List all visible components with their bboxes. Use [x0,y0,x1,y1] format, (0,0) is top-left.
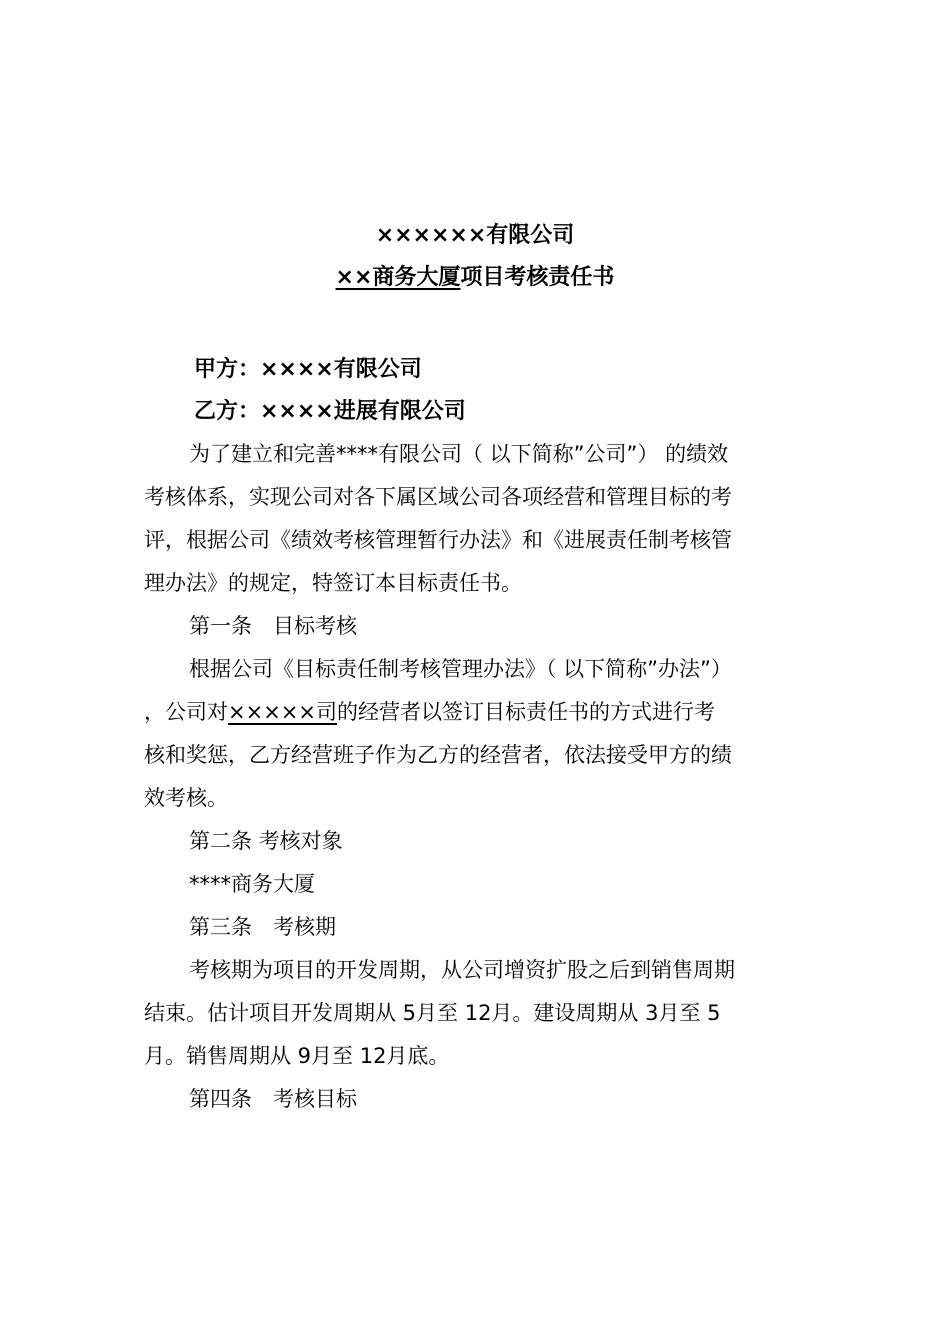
article-3-line: 考核期为项目的开发周期，从公司增资扩股之后到销售周期 [189,958,735,982]
article-2 [144,820,808,906]
project-title-rest: 项目考核责任书 [460,265,615,290]
project-name-underlined: ××商务大厦 [335,265,461,290]
article-1-line: 根据公司《目标责任制考核管理办法》（ 以下简称”办法”） [189,657,732,681]
article-3-line: 月。销售周期从 9月至 12月底。 [144,1044,450,1068]
article-3-heading: 第三条 考核期 [189,915,336,939]
preamble-line: 理办法》的规定，特签订本目标责任书。 [144,571,522,595]
article-2-heading: 第二条 考核对象 [189,829,343,853]
article-1-line2-suffix: 的经营者以签订目标责任书的方式进行考 [336,700,715,724]
article-1-line: 效考核。 [144,786,228,810]
article-1-line: 核和奖惩，乙方经营班子作为乙方的经营者，依法接受甲方的绩 [144,743,732,767]
party-a: 甲方：××××有限公司 [194,357,422,382]
article-3-line: 结束。估计项目开发周期从 5月至 12月。建设周期从 3月至 5 [144,1001,721,1025]
article-1 [144,605,808,820]
preamble-paragraph [144,433,808,605]
company-placeholder-underlined: ×××××司 [228,700,337,724]
preamble-line: 为了建立和完善****有限公司（ 以下简称”公司”） 的绩效 [189,442,729,466]
article-2-content: ****商务大厦 [189,872,315,896]
article-1-line2-prefix: ，公司对 [144,700,228,724]
article-4 [144,1078,808,1121]
document-title-project [0,263,950,293]
article-1-line [144,691,808,734]
preamble-line: 评，根据公司《绩效考核管理暂行办法》和《进展责任制考核管 [144,528,732,552]
document-title-company: ××××××有限公司 [375,223,575,248]
article-3 [144,906,808,1078]
preamble-line: 考核体系，实现公司对各下属区域公司各项经营和管理目标的考 [144,485,732,509]
article-4-heading: 第四条 考核目标 [189,1087,357,1111]
party-b: 乙方：××××进展有限公司 [194,399,466,424]
article-1-heading: 第一条 目标考核 [189,614,357,638]
